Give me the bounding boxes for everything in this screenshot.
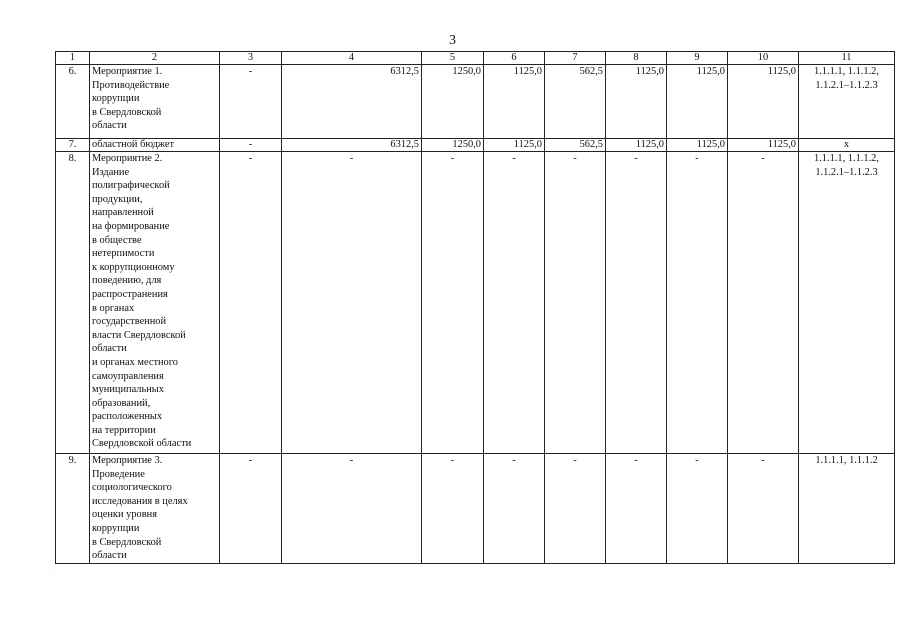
name-line: Издание [92,166,130,178]
name-line: в Свердловской [92,106,162,118]
table-row [56,65,895,139]
page-number: 3 [449,33,456,48]
code-line: 1.1.1.1, 1.1.1.2, [814,66,879,77]
name-line: поведению, для [92,275,162,287]
value-cell: - [422,454,484,564]
code-line: х [843,139,850,150]
value-cell: 6312,5 [282,139,422,152]
value-cell: - [220,152,282,454]
name-line: муниципальных [92,384,164,396]
value-cell: 1125,0 [606,65,667,139]
row-number: 9. [56,454,90,564]
table-row [56,152,895,454]
name-line: продукции, [92,193,143,205]
data-table [55,51,895,564]
row-name [90,152,220,454]
name-line: оценки уровня [92,509,157,521]
value-cell: 1125,0 [484,139,545,152]
value-cell: - [220,65,282,139]
name-line: Свердловской области [92,438,192,450]
name-line: коррупции [92,522,140,534]
name-line: области [92,550,127,562]
value-cell: - [545,152,606,454]
table-row [56,139,895,152]
code-cell [799,139,895,152]
name-line: и органах местного [92,356,178,368]
row-name [90,65,220,139]
name-line: в органах [92,302,135,314]
value-cell: - [484,454,545,564]
name-line: на территории [92,424,156,436]
row-name [90,454,220,564]
code-line: 1.1.1.1, 1.1.1.2 [815,455,878,466]
value-cell: - [282,152,422,454]
name-line: Проведение [92,468,145,480]
name-line: полиграфической [92,180,170,192]
value-cell: 1125,0 [606,139,667,152]
table-row [56,454,895,564]
code-cell [799,454,895,564]
code-line: 1.1.2.1–1.1.2.3 [815,79,878,91]
value-cell: 562,5 [545,65,606,139]
value-cell: - [667,454,728,564]
name-line: направленной [92,207,154,219]
value-cell: - [606,152,667,454]
row-number: 8. [56,152,90,454]
value-cell: 562,5 [545,139,606,152]
name-line: нетерпимости [92,248,155,260]
header-cell: 5 [422,52,484,65]
value-cell: - [728,454,799,564]
value-cell: 1125,0 [728,65,799,139]
header-cell: 8 [606,52,667,65]
name-line: области [92,343,127,355]
name-line: областной бюджет [92,139,175,150]
header-row [56,52,895,65]
name-line: к коррупционному [92,261,175,273]
value-cell: - [422,152,484,454]
name-line: на формирование [92,220,170,232]
value-cell: 6312,5 [282,65,422,139]
value-cell: 1250,0 [422,139,484,152]
name-line: в Свердловской [92,536,162,548]
value-cell: - [606,454,667,564]
value-cell: - [220,454,282,564]
header-cell: 10 [728,52,799,65]
row-number: 7. [56,139,90,152]
value-cell: 1250,0 [422,65,484,139]
value-cell: - [728,152,799,454]
name-line: государственной [92,316,167,328]
header-cell: 6 [484,52,545,65]
row-number: 6. [56,65,90,139]
header-cell: 2 [90,52,220,65]
name-line: самоуправления [92,370,164,382]
row-name [90,139,220,152]
value-cell: 1125,0 [484,65,545,139]
name-line: области [92,120,127,132]
header-cell: 1 [56,52,90,65]
name-line: Мероприятие 2. [92,153,163,164]
name-line: социологического [92,482,172,494]
value-cell: - [484,152,545,454]
header-cell: 9 [667,52,728,65]
header-cell: 4 [282,52,422,65]
code-cell [799,65,895,139]
header-cell: 11 [799,52,895,65]
value-cell: 1125,0 [667,65,728,139]
name-line: исследования в целях [92,495,188,507]
value-cell: 1125,0 [667,139,728,152]
value-cell: - [545,454,606,564]
value-cell: - [220,139,282,152]
name-line: расположенных [92,411,163,423]
name-line: Мероприятие 3. [92,455,163,466]
name-line: власти Свердловской [92,329,186,341]
scan-artifact: ˙ · [50,568,58,577]
name-line: образований, [92,397,151,409]
value-cell: - [667,152,728,454]
value-cell: - [282,454,422,564]
code-line: 1.1.1.1, 1.1.1.2, [814,153,879,164]
name-line: Противодействие [92,79,170,91]
name-line: распространения [92,288,168,300]
name-line: Мероприятие 1. [92,66,163,77]
code-line: 1.1.2.1–1.1.2.3 [815,166,878,178]
name-line: коррупции [92,93,140,105]
name-line: в обществе [92,234,142,246]
header-cell: 7 [545,52,606,65]
code-cell [799,152,895,454]
value-cell: 1125,0 [728,139,799,152]
header-cell: 3 [220,52,282,65]
